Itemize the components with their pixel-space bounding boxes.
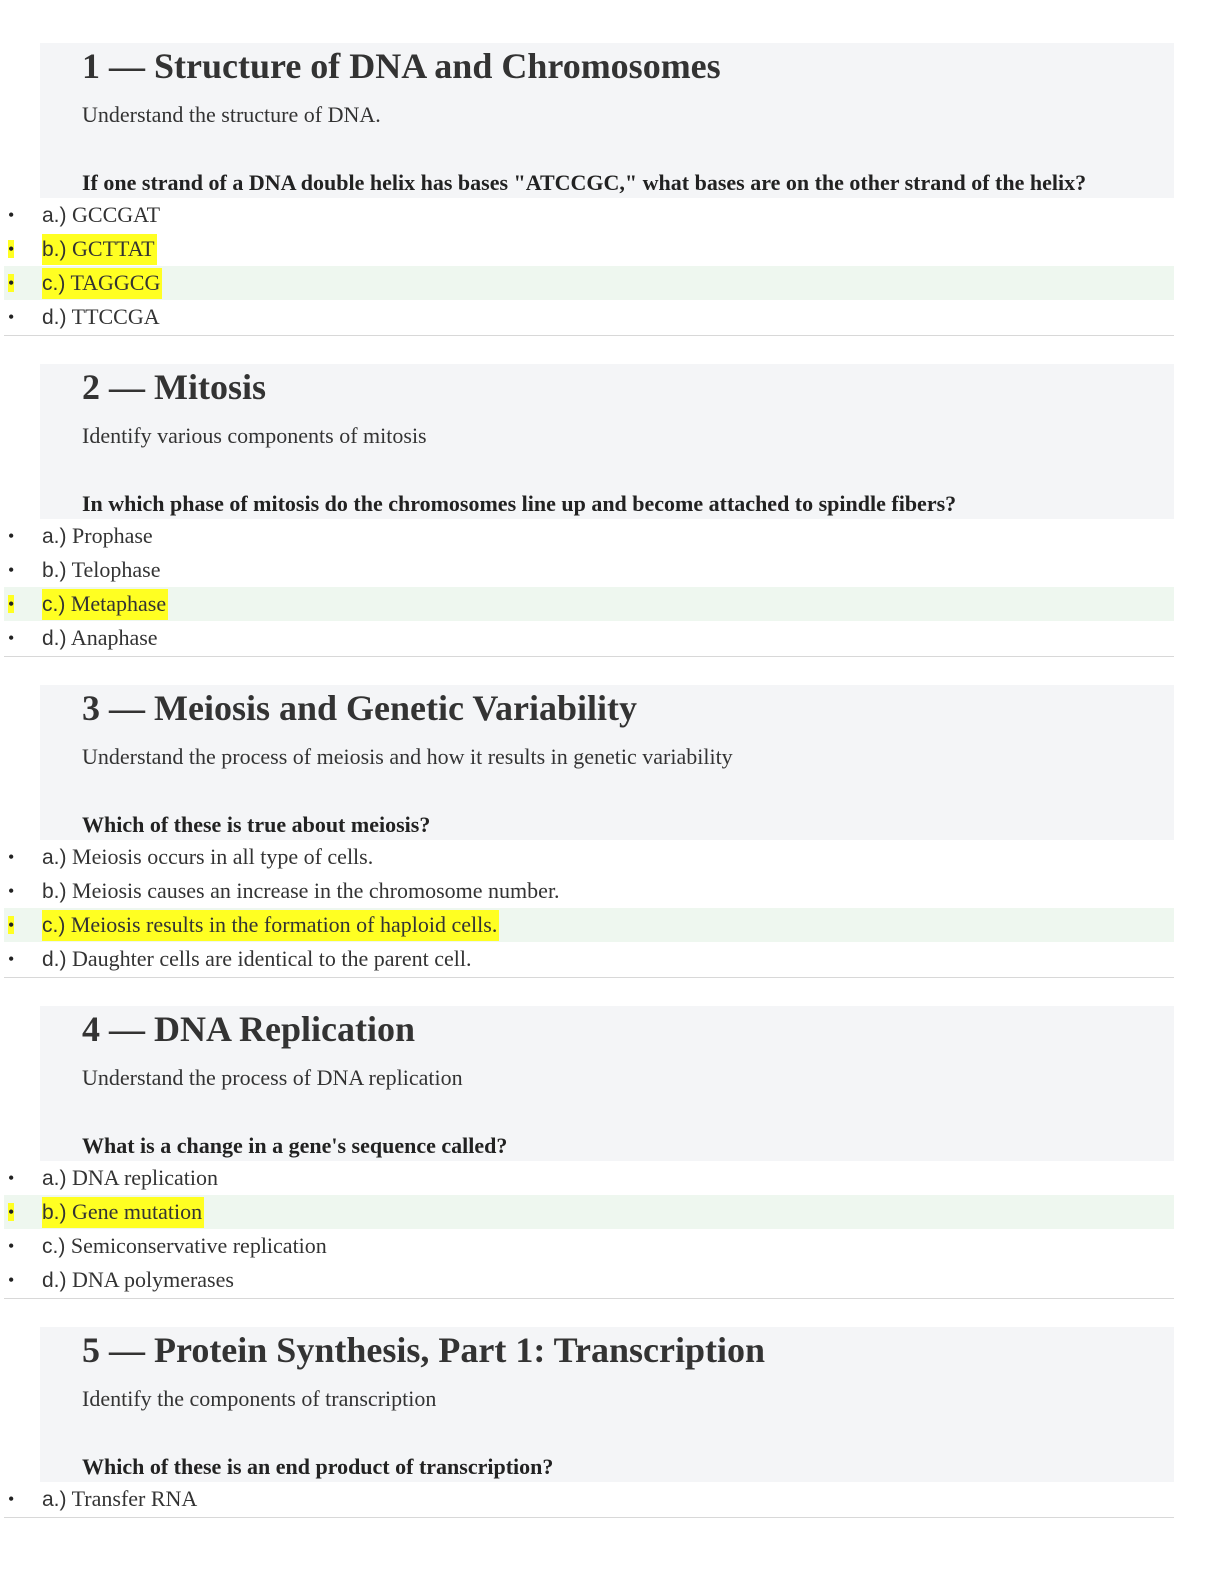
answer-option-b[interactable] xyxy=(0,232,1224,266)
question-header-box xyxy=(40,43,1174,198)
bullet-icon: • xyxy=(8,307,15,327)
answer-letter: c.) xyxy=(42,1235,66,1258)
question-text: Which of these is true about meiosis? xyxy=(82,812,431,837)
bullet-icon: • xyxy=(8,594,15,614)
learning-objective: Identify the components of transcription xyxy=(82,1386,437,1411)
answer-value: Daughter cells are identical to the parent cell. xyxy=(72,946,472,971)
answer-option-a[interactable] xyxy=(0,519,1224,553)
section-title: 2 — Mitosis xyxy=(82,367,266,407)
answer-text xyxy=(42,876,562,907)
bullet-icon: • xyxy=(8,915,15,935)
answer-value: Gene mutation xyxy=(72,1199,203,1224)
bullet-icon: • xyxy=(8,526,15,546)
answer-list xyxy=(0,840,1224,976)
answer-letter: b.) xyxy=(42,880,67,903)
answer-value: Meiosis occurs in all type of cells. xyxy=(72,844,374,869)
answer-list xyxy=(0,1161,1224,1297)
answer-option-b[interactable] xyxy=(0,1195,1224,1229)
bullet-icon: • xyxy=(8,1270,15,1290)
question-section-2 xyxy=(0,364,1224,657)
question-section-1 xyxy=(0,43,1224,336)
answer-text xyxy=(42,623,160,654)
answer-text xyxy=(42,555,163,586)
answer-value: Semiconservative replication xyxy=(70,1233,327,1258)
answer-letter: c.) xyxy=(42,914,66,937)
answer-option-a[interactable] xyxy=(0,1482,1224,1516)
answer-text xyxy=(42,200,162,231)
answer-text xyxy=(42,234,157,265)
question-text: What is a change in a gene's sequence called? xyxy=(82,1133,508,1158)
bullet-icon: • xyxy=(8,1202,15,1222)
answer-text xyxy=(42,842,375,873)
section-divider xyxy=(4,656,1174,657)
answer-letter: a.) xyxy=(42,1488,67,1511)
answer-value: Meiosis causes an increase in the chromosome number. xyxy=(72,878,560,903)
answer-value: GCCGAT xyxy=(72,202,161,227)
answer-text xyxy=(42,1484,199,1515)
bullet-icon: • xyxy=(8,560,15,580)
answer-letter: c.) xyxy=(42,593,66,616)
bullet-icon: • xyxy=(8,1489,15,1509)
section-divider xyxy=(4,335,1174,336)
answer-option-c[interactable] xyxy=(0,587,1224,621)
answer-value: TTCCGA xyxy=(71,304,160,329)
answer-letter: b.) xyxy=(42,238,67,261)
answer-list xyxy=(0,1482,1224,1516)
bullet-icon: • xyxy=(8,881,15,901)
answer-option-d[interactable] xyxy=(0,942,1224,976)
answer-value: Telophase xyxy=(71,557,161,582)
answer-option-b[interactable] xyxy=(0,874,1224,908)
answer-text xyxy=(42,1231,329,1262)
answer-text xyxy=(42,910,499,941)
section-title: 3 — Meiosis and Genetic Variability xyxy=(82,688,638,728)
question-text: If one strand of a DNA double helix has bases "ATCCGC," what bases are on the other strand of the helix? xyxy=(82,170,1087,195)
answer-option-a[interactable] xyxy=(0,1161,1224,1195)
answer-text xyxy=(42,1163,220,1194)
answer-letter: b.) xyxy=(42,559,67,582)
answer-list xyxy=(0,198,1224,334)
answer-option-d[interactable] xyxy=(0,621,1224,655)
answer-value: Transfer RNA xyxy=(71,1486,198,1511)
answer-letter: d.) xyxy=(42,948,67,971)
answer-letter: a.) xyxy=(42,204,67,227)
question-header-box xyxy=(40,364,1174,519)
answer-option-b[interactable] xyxy=(0,553,1224,587)
answer-value: Prophase xyxy=(72,523,153,548)
bullet-icon: • xyxy=(8,273,15,293)
bullet-icon: • xyxy=(8,239,15,259)
answer-value: DNA polymerases xyxy=(72,1267,234,1292)
answer-letter: b.) xyxy=(42,1201,67,1224)
question-header-box xyxy=(40,1327,1174,1482)
question-section-5 xyxy=(0,1327,1224,1518)
answer-option-c[interactable] xyxy=(0,1229,1224,1263)
answer-option-c[interactable] xyxy=(0,266,1224,300)
answer-value: DNA replication xyxy=(72,1165,219,1190)
answer-text xyxy=(42,521,155,552)
section-divider xyxy=(4,1298,1174,1299)
section-divider xyxy=(4,1517,1174,1518)
bullet-icon: • xyxy=(8,1168,15,1188)
bullet-icon: • xyxy=(8,205,15,225)
answer-letter: d.) xyxy=(42,306,67,329)
answer-text xyxy=(42,1265,236,1296)
question-header-box xyxy=(40,1006,1174,1161)
answer-text xyxy=(42,1197,204,1228)
bullet-icon: • xyxy=(8,847,15,867)
answer-option-c[interactable] xyxy=(0,908,1224,942)
question-header-box xyxy=(40,685,1174,840)
answer-letter: d.) xyxy=(42,627,67,650)
correct-answer-band xyxy=(4,587,1174,621)
section-title: 5 — Protein Synthesis, Part 1: Transcription xyxy=(82,1330,765,1370)
answer-option-d[interactable] xyxy=(0,1263,1224,1297)
question-text: In which phase of mitosis do the chromosomes line up and become attached to spindle fibers? xyxy=(82,491,957,516)
answer-letter: a.) xyxy=(42,1167,67,1190)
section-title: 4 — DNA Replication xyxy=(82,1009,415,1049)
answer-option-d[interactable] xyxy=(0,300,1224,334)
answer-letter: a.) xyxy=(42,525,67,548)
answer-value: Metaphase xyxy=(70,591,167,616)
question-section-4 xyxy=(0,1006,1224,1299)
bullet-icon: • xyxy=(8,949,15,969)
answer-letter: d.) xyxy=(42,1269,67,1292)
learning-objective: Identify various components of mitosis xyxy=(82,423,427,448)
answer-text xyxy=(42,302,162,333)
learning-objective: Understand the process of meiosis and how it results in genetic variability xyxy=(82,744,733,769)
answer-value: Meiosis results in the formation of haploid cells. xyxy=(70,912,498,937)
answer-value: GCTTAT xyxy=(72,236,155,261)
bullet-icon: • xyxy=(8,1236,15,1256)
learning-objective: Understand the process of DNA replication xyxy=(82,1065,463,1090)
correct-answer-band xyxy=(4,266,1174,300)
answer-text xyxy=(42,268,162,299)
answer-value: Anaphase xyxy=(70,625,158,650)
answer-letter: a.) xyxy=(42,846,67,869)
question-section-3 xyxy=(0,685,1224,978)
answer-letter: c.) xyxy=(42,272,66,295)
answer-option-a[interactable] xyxy=(0,840,1224,874)
answer-text xyxy=(42,589,168,620)
section-divider xyxy=(4,977,1174,978)
answer-list xyxy=(0,519,1224,655)
section-title: 1 — Structure of DNA and Chromosomes xyxy=(82,46,721,86)
answer-option-a[interactable] xyxy=(0,198,1224,232)
answer-text xyxy=(42,944,474,975)
bullet-icon: • xyxy=(8,628,15,648)
question-text: Which of these is an end product of transcription? xyxy=(82,1454,554,1479)
learning-objective: Understand the structure of DNA. xyxy=(82,102,381,127)
answer-value: TAGGCG xyxy=(70,270,161,295)
